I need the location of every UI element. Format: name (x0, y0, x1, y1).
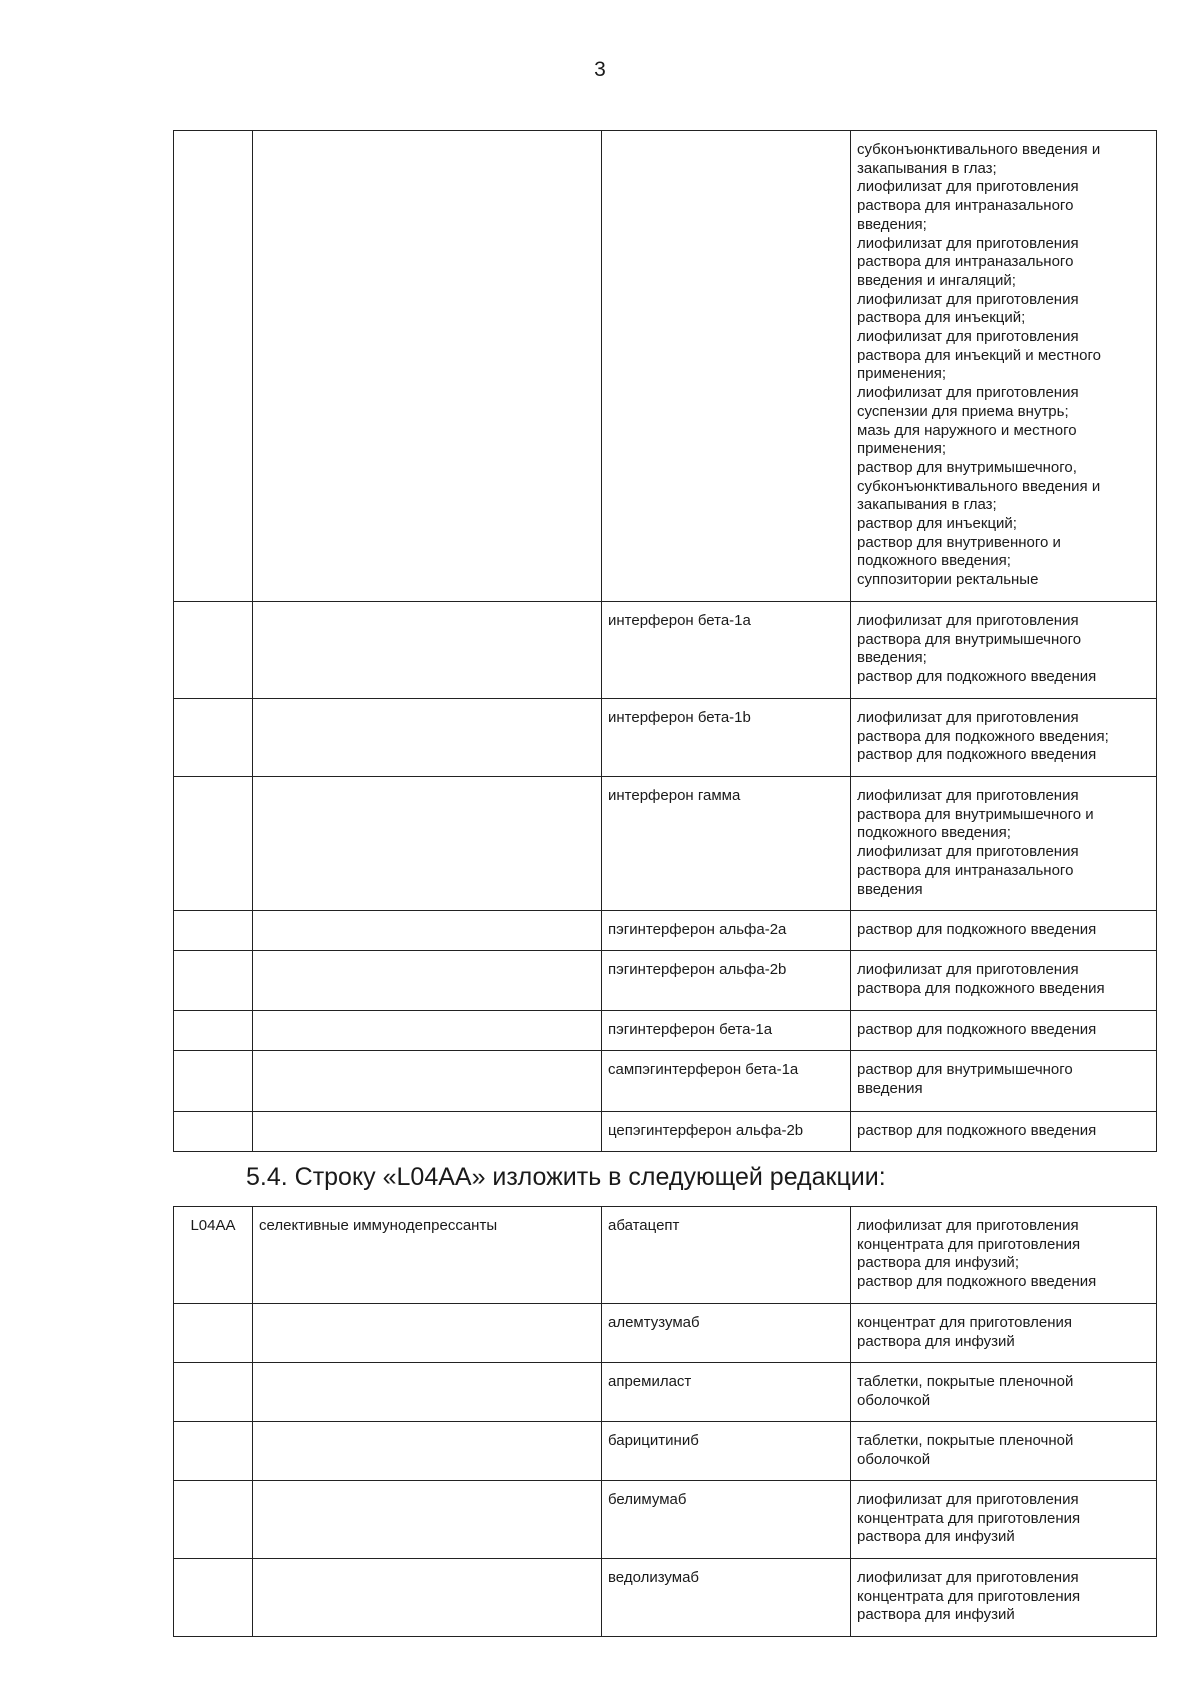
dosage-form-line: введения и ингаляций; (857, 271, 1016, 289)
table-row (174, 1363, 1157, 1422)
dosage-form-line: применения; (857, 365, 947, 383)
drug-name-cell (602, 131, 851, 602)
dosage-form-line: оболочкой (857, 1450, 931, 1468)
dosage-form-line: раствора для инфузий; (857, 1254, 1019, 1272)
dosage-forms-cell (851, 1207, 1157, 1304)
atc-code-cell (174, 1112, 253, 1152)
dosage-form-line: концентрат для приготовления (857, 1314, 1073, 1331)
table-row (174, 1422, 1157, 1481)
dosage-form-line: лиофилизат для приготовления (857, 290, 1079, 308)
group-name-cell (253, 1051, 602, 1112)
dosage-form-line: концентрата для приготовления (857, 1235, 1081, 1253)
dosage-forms-cell (851, 1559, 1157, 1637)
table-body (174, 131, 1157, 1152)
dosage-form-line: раствора для подкожного введения; (857, 727, 1109, 745)
dosage-form-line: лиофилизат для приготовления (857, 787, 1079, 804)
dosage-form-line: концентрата для приготовления (857, 1587, 1081, 1605)
dosage-forms-cell (851, 1422, 1157, 1481)
dosage-form-line: раствора для внутримышечного (857, 630, 1082, 648)
dosage-form-line: оболочкой (857, 1391, 931, 1409)
drug-name-cell: белимумаб (602, 1481, 851, 1559)
dosage-form-line: раствора для интраназального (857, 197, 1074, 215)
atc-code-cell (174, 1011, 253, 1051)
table-row (174, 1304, 1157, 1363)
dosage-form-line: лиофилизат для приготовления (857, 843, 1079, 861)
dosage-form-line: раствор для подкожного введения (857, 921, 1097, 938)
dosage-form-line: лиофилизат для приготовления (857, 961, 1079, 978)
atc-code-cell (174, 1051, 253, 1112)
table-row (174, 777, 1157, 911)
table-row (174, 699, 1157, 777)
table-row (174, 951, 1157, 1011)
group-name-cell (253, 951, 602, 1011)
dosage-form-line: раствор для внутримышечного, (857, 458, 1077, 476)
table-row (174, 1481, 1157, 1559)
dosage-form-line: лиофилизат для приготовления (857, 612, 1079, 629)
page-number: 3 (594, 58, 606, 81)
dosage-form-line: лиофилизат для приготовления (857, 328, 1079, 346)
dosage-form-line: раствора для инфузий (857, 1528, 1015, 1546)
dosage-form-line: лиофилизат для приготовления (857, 234, 1079, 252)
dosage-form-line: закапывания в глаз; (857, 496, 997, 514)
dosage-form-line: мазь для наружного и местного (857, 421, 1077, 439)
dosage-form-line: раствора для подкожного введения (857, 979, 1105, 997)
drug-name-cell: апремиласт (602, 1363, 851, 1422)
table-row (174, 602, 1157, 699)
dosage-form-line: раствор для внутримышечного (857, 1061, 1073, 1078)
atc-code-cell: L04AA (174, 1207, 253, 1304)
dosage-form-line: раствора для инфузий (857, 1332, 1015, 1350)
dosage-form-line: раствор для подкожного введения (857, 746, 1097, 764)
atc-code-cell (174, 1559, 253, 1637)
drug-name-cell: интерферон бета-1b (602, 699, 851, 777)
dosage-form-line: суспензии для приема внутрь; (857, 402, 1069, 420)
drug-name-cell: алемтузумаб (602, 1304, 851, 1363)
drug-name-cell: интерферон бета-1a (602, 602, 851, 699)
dosage-form-line: подкожного введения; (857, 824, 1011, 842)
group-name-cell (253, 1422, 602, 1481)
section-heading: 5.4. Строку «L04AA» изложить в следующей редакции: (246, 1163, 886, 1191)
table-row (174, 131, 1157, 602)
dosage-form-line: раствора для инъекций; (857, 309, 1026, 327)
atc-code-cell (174, 602, 253, 699)
atc-code-cell (174, 911, 253, 951)
dosage-form-line: подкожного введения; (857, 552, 1011, 570)
atc-code-cell (174, 699, 253, 777)
dosage-form-line: раствора для интраназального (857, 253, 1074, 271)
dosage-form-line: лиофилизат для приготовления (857, 178, 1079, 196)
group-name-cell: селективные иммунодепрессанты (253, 1207, 602, 1304)
dosage-form-line: таблетки, покрытые пленочной (857, 1432, 1074, 1449)
dosage-form-line: раствора для интраназального (857, 861, 1074, 879)
drug-name-cell: пэгинтерферон бета-1a (602, 1011, 851, 1051)
drug-name-cell: интерферон гамма (602, 777, 851, 911)
atc-code-cell (174, 131, 253, 602)
dosage-forms-cell (851, 1112, 1157, 1152)
dosage-form-line: введения; (857, 649, 927, 667)
dosage-form-line: раствор для подкожного введения (857, 1021, 1097, 1038)
dosage-form-line: раствора для инъекций и местного (857, 346, 1101, 364)
atc-code-cell (174, 1304, 253, 1363)
table-row (174, 1051, 1157, 1112)
group-name-cell (253, 1559, 602, 1637)
atc-code-cell (174, 777, 253, 911)
group-name-cell (253, 602, 602, 699)
atc-code-cell (174, 1363, 253, 1422)
dosage-form-line: введения (857, 1079, 923, 1097)
dosage-forms-cell (851, 1481, 1157, 1559)
dosage-forms-cell (851, 911, 1157, 951)
dosage-forms-cell (851, 1011, 1157, 1051)
dosage-form-line: раствора для внутримышечного и (857, 805, 1094, 823)
dosage-form-line: субконъюнктивального введения и (857, 477, 1101, 495)
group-name-cell (253, 699, 602, 777)
dosage-form-line: лиофилизат для приготовления (857, 1217, 1079, 1234)
drug-name-cell: пэгинтерферон альфа-2a (602, 911, 851, 951)
drug-name-cell: пэгинтерферон альфа-2b (602, 951, 851, 1011)
dosage-form-line: лиофилизат для приготовления (857, 709, 1079, 726)
dosage-forms-cell (851, 1304, 1157, 1363)
drug-name-cell: ведолизумаб (602, 1559, 851, 1637)
dosage-forms-cell (851, 777, 1157, 911)
dosage-forms-cell (851, 951, 1157, 1011)
table-row (174, 1559, 1157, 1637)
drug-name-cell: сампэгинтерферон бета-1a (602, 1051, 851, 1112)
dosage-form-line: раствор для внутривенного и (857, 533, 1061, 551)
table-row (174, 1011, 1157, 1051)
dosage-form-line: применения; (857, 440, 947, 458)
dosage-form-line: раствор для инъекций; (857, 515, 1017, 533)
dosage-forms-cell (851, 1051, 1157, 1112)
group-name-cell (253, 1112, 602, 1152)
dosage-forms-cell (851, 131, 1157, 602)
dosage-forms-cell (851, 602, 1157, 699)
atc-code-cell (174, 1422, 253, 1481)
group-name-cell (253, 1481, 602, 1559)
atc-code-cell (174, 1481, 253, 1559)
drug-table-l04aa (173, 1206, 1157, 1637)
group-name-cell (253, 911, 602, 951)
dosage-form-line: введения (857, 880, 923, 898)
atc-code-cell (174, 951, 253, 1011)
dosage-form-line: введения; (857, 215, 927, 233)
dosage-form-line: закапывания в глаз; (857, 159, 997, 177)
table-row (174, 1207, 1157, 1304)
table-row (174, 1112, 1157, 1152)
dosage-form-line: раствор для подкожного введения (857, 668, 1097, 686)
dosage-forms-cell (851, 699, 1157, 777)
dosage-form-line: лиофилизат для приготовления (857, 1569, 1079, 1586)
group-name-cell (253, 1304, 602, 1363)
group-name-cell (253, 777, 602, 911)
dosage-form-line: лиофилизат для приготовления (857, 384, 1079, 402)
dosage-form-line: раствор для подкожного введения (857, 1122, 1097, 1139)
dosage-form-line: лиофилизат для приготовления (857, 1491, 1079, 1508)
group-name-cell (253, 1363, 602, 1422)
dosage-form-line: концентрата для приготовления (857, 1509, 1081, 1527)
group-name-cell (253, 1011, 602, 1051)
group-name-cell (253, 131, 602, 602)
dosage-forms-cell (851, 1363, 1157, 1422)
drug-name-cell: цепэгинтерферон альфа-2b (602, 1112, 851, 1152)
drug-name-cell: абатацепт (602, 1207, 851, 1304)
dosage-form-line: суппозитории ректальные (857, 571, 1039, 589)
table-row (174, 911, 1157, 951)
drug-table-continued (173, 130, 1157, 1152)
dosage-form-line: раствора для инфузий (857, 1606, 1015, 1624)
dosage-form-line: раствор для подкожного введения (857, 1273, 1097, 1291)
dosage-form-line: субконъюнктивального введения и (857, 141, 1101, 158)
dosage-form-line: таблетки, покрытые пленочной (857, 1373, 1074, 1390)
drug-name-cell: барицитиниб (602, 1422, 851, 1481)
table-body (174, 1207, 1157, 1637)
